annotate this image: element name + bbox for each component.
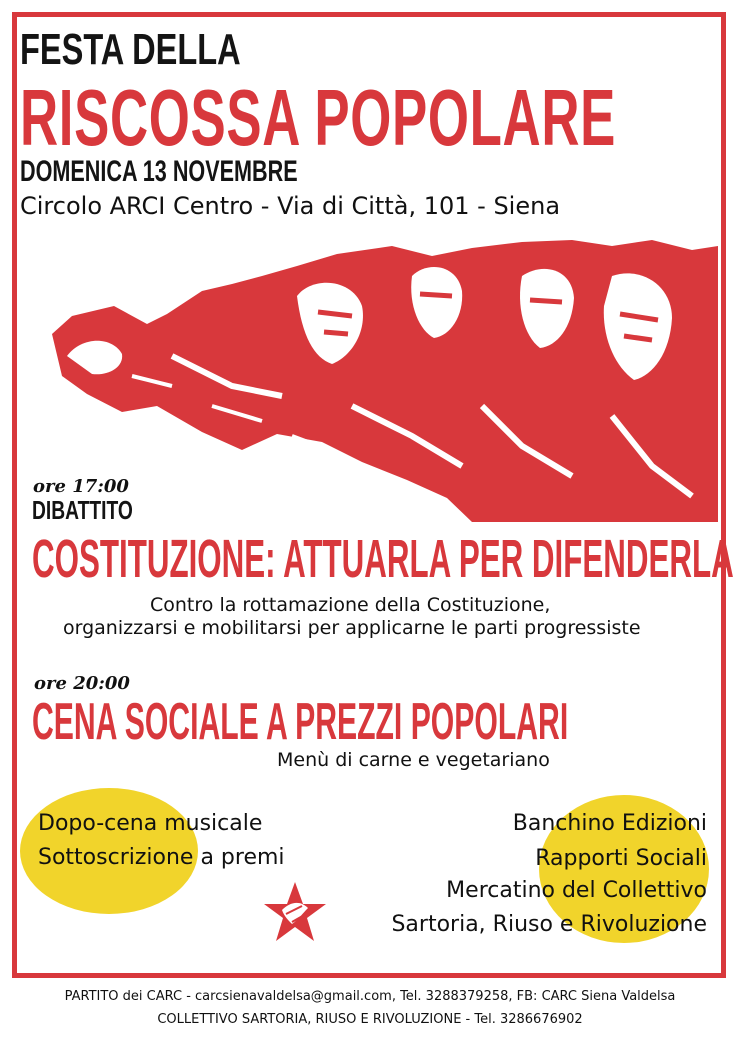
dinner-note: Menù di carne e vegetariano	[277, 749, 550, 771]
footer-line-1: PARTITO dei CARC - carcsienavaldelsa@gmail.com, Tel. 3288379258, FB: CARC Siena Valdelsa	[64, 989, 676, 1004]
dinner-title: CENA SOCIALE A PREZZI POPOLARI	[32, 693, 569, 751]
extra-right-item: Sartoria, Riuso e Rivoluzione	[391, 912, 707, 937]
red-star-logo-icon	[262, 880, 328, 944]
debate-desc-line-2: organizzarsi e mobilitarsi per applicarne le parti progressiste	[63, 617, 641, 639]
time-dinner: ore 20:00	[34, 673, 130, 694]
event-date: DOMENICA 13 NOVEMBRE	[20, 155, 298, 188]
title-line-2: RISCOSSA POPOLARE	[20, 73, 617, 162]
extra-left-item: Dopo-cena musicale	[38, 811, 263, 836]
debate-desc-line-1: Contro la rottamazione della Costituzione,	[150, 594, 551, 616]
extra-right-item: Banchino Edizioni	[512, 811, 707, 836]
footer-line-2: COLLETTIVO SARTORIA, RIUSO E RIVOLUZIONE - Tel. 3286676902	[157, 1012, 583, 1027]
title-line-1: FESTA DELLA	[20, 25, 241, 74]
event-venue: Circolo ARCI Centro - Via di Città, 101 - Siena	[20, 192, 561, 220]
debate-label: DIBATTITO	[32, 495, 133, 525]
extra-right-item: Mercatino del Collettivo	[446, 878, 707, 903]
debate-title: COSTITUZIONE: ATTUARLA PER DIFENDERLA	[32, 529, 734, 589]
extra-left-item: Sottoscrizione a premi	[38, 845, 285, 870]
time-debate: ore 17:00	[33, 476, 129, 497]
crowd-illustration	[52, 236, 718, 526]
extra-right-item: Rapporti Sociali	[535, 846, 707, 871]
